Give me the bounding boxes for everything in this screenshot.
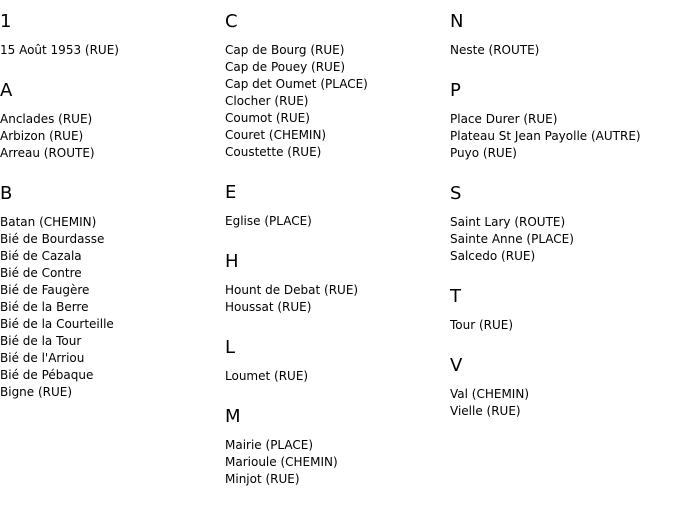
letter-heading: C xyxy=(225,11,238,32)
letter-group-s xyxy=(450,183,670,265)
letter-group-1 xyxy=(0,11,220,59)
letter-heading: E xyxy=(225,182,237,203)
street-link[interactable]: Place Durer (RUE) xyxy=(450,112,558,126)
street-list xyxy=(450,214,670,265)
street-link[interactable]: Cap det Oumet (PLACE) xyxy=(225,77,368,91)
letter-group-e xyxy=(225,182,445,230)
letter-heading: A xyxy=(0,80,13,101)
street-link[interactable]: Salcedo (RUE) xyxy=(450,249,536,263)
street-list xyxy=(225,437,445,488)
street-link[interactable]: Bié de Cazala xyxy=(0,249,82,263)
street-list xyxy=(225,42,445,161)
street-link[interactable]: Plateau St Jean Payolle (AUTRE) xyxy=(450,129,641,143)
street-list xyxy=(450,111,670,162)
letter-heading: T xyxy=(450,286,461,307)
street-list xyxy=(225,213,445,230)
street-link[interactable]: Coustette (RUE) xyxy=(225,145,322,159)
street-link[interactable]: Bié de la Tour xyxy=(0,334,82,348)
street-list xyxy=(0,214,220,401)
letter-heading: S xyxy=(450,183,462,204)
street-link[interactable]: Mairie (PLACE) xyxy=(225,438,314,452)
letter-heading: B xyxy=(0,183,13,204)
street-link[interactable]: Bié de Bourdasse xyxy=(0,232,105,246)
street-link[interactable]: Couret (CHEMIN) xyxy=(225,128,327,142)
street-column-3 xyxy=(450,11,670,441)
letter-group-c xyxy=(225,11,445,161)
street-link[interactable]: Bié de Contre xyxy=(0,266,82,280)
street-link[interactable]: Coumot (RUE) xyxy=(225,111,310,125)
letter-group-p xyxy=(450,80,670,162)
street-link[interactable]: Sainte Anne (PLACE) xyxy=(450,232,574,246)
street-link[interactable]: Loumet (RUE) xyxy=(225,369,309,383)
letter-heading: L xyxy=(225,337,236,358)
street-link[interactable]: Cap de Pouey (RUE) xyxy=(225,60,346,74)
letter-group-v xyxy=(450,355,670,420)
street-link[interactable]: Bié de Faugère xyxy=(0,283,90,297)
street-link[interactable]: Bié de la Courteille xyxy=(0,317,114,331)
letter-heading: 1 xyxy=(0,11,12,32)
letter-group-t xyxy=(450,286,670,334)
street-list xyxy=(450,317,670,334)
street-link[interactable]: Bié de Pébaque xyxy=(0,368,94,382)
letter-group-b xyxy=(0,183,220,401)
letter-group-a xyxy=(0,80,220,162)
letter-group-l xyxy=(225,337,445,385)
letter-group-m xyxy=(225,406,445,488)
street-link[interactable]: Hount de Debat (RUE) xyxy=(225,283,359,297)
street-link[interactable]: Neste (ROUTE) xyxy=(450,43,540,57)
street-link[interactable]: Batan (CHEMIN) xyxy=(0,215,97,229)
street-link[interactable]: Arreau (ROUTE) xyxy=(0,146,95,160)
street-list xyxy=(450,386,670,420)
street-link[interactable]: Cap de Bourg (RUE) xyxy=(225,43,345,57)
street-link[interactable]: Arbizon (RUE) xyxy=(0,129,84,143)
letter-group-h xyxy=(225,251,445,316)
street-link[interactable]: Saint Lary (ROUTE) xyxy=(450,215,566,229)
letter-heading: M xyxy=(225,406,241,427)
street-list xyxy=(225,368,445,385)
street-column-1 xyxy=(0,11,220,422)
letter-heading: N xyxy=(450,11,464,32)
street-link[interactable]: Puyo (RUE) xyxy=(450,146,517,160)
street-link[interactable]: Marioule (CHEMIN) xyxy=(225,455,338,469)
street-column-2 xyxy=(225,11,445,509)
street-link[interactable]: Val (CHEMIN) xyxy=(450,387,529,401)
street-link[interactable]: Eglise (PLACE) xyxy=(225,214,312,228)
street-link[interactable]: Tour (RUE) xyxy=(450,318,514,332)
letter-heading: V xyxy=(450,355,463,376)
street-list xyxy=(0,111,220,162)
letter-heading: H xyxy=(225,251,239,272)
street-link[interactable]: Bié de l'Arriou xyxy=(0,351,85,365)
street-link[interactable]: 15 Août 1953 (RUE) xyxy=(0,43,119,57)
street-link[interactable]: Houssat (RUE) xyxy=(225,300,312,314)
street-link[interactable]: Vielle (RUE) xyxy=(450,404,521,418)
street-link[interactable]: Anclades (RUE) xyxy=(0,112,93,126)
letter-heading: P xyxy=(450,80,461,101)
street-link[interactable]: Clocher (RUE) xyxy=(225,94,309,108)
street-list xyxy=(0,42,220,59)
letter-group-n xyxy=(450,11,670,59)
street-list xyxy=(225,282,445,316)
street-list xyxy=(450,42,670,59)
street-link[interactable]: Bié de la Berre xyxy=(0,300,89,314)
street-link[interactable]: Minjot (RUE) xyxy=(225,472,300,486)
street-link[interactable]: Bigne (RUE) xyxy=(0,385,73,399)
